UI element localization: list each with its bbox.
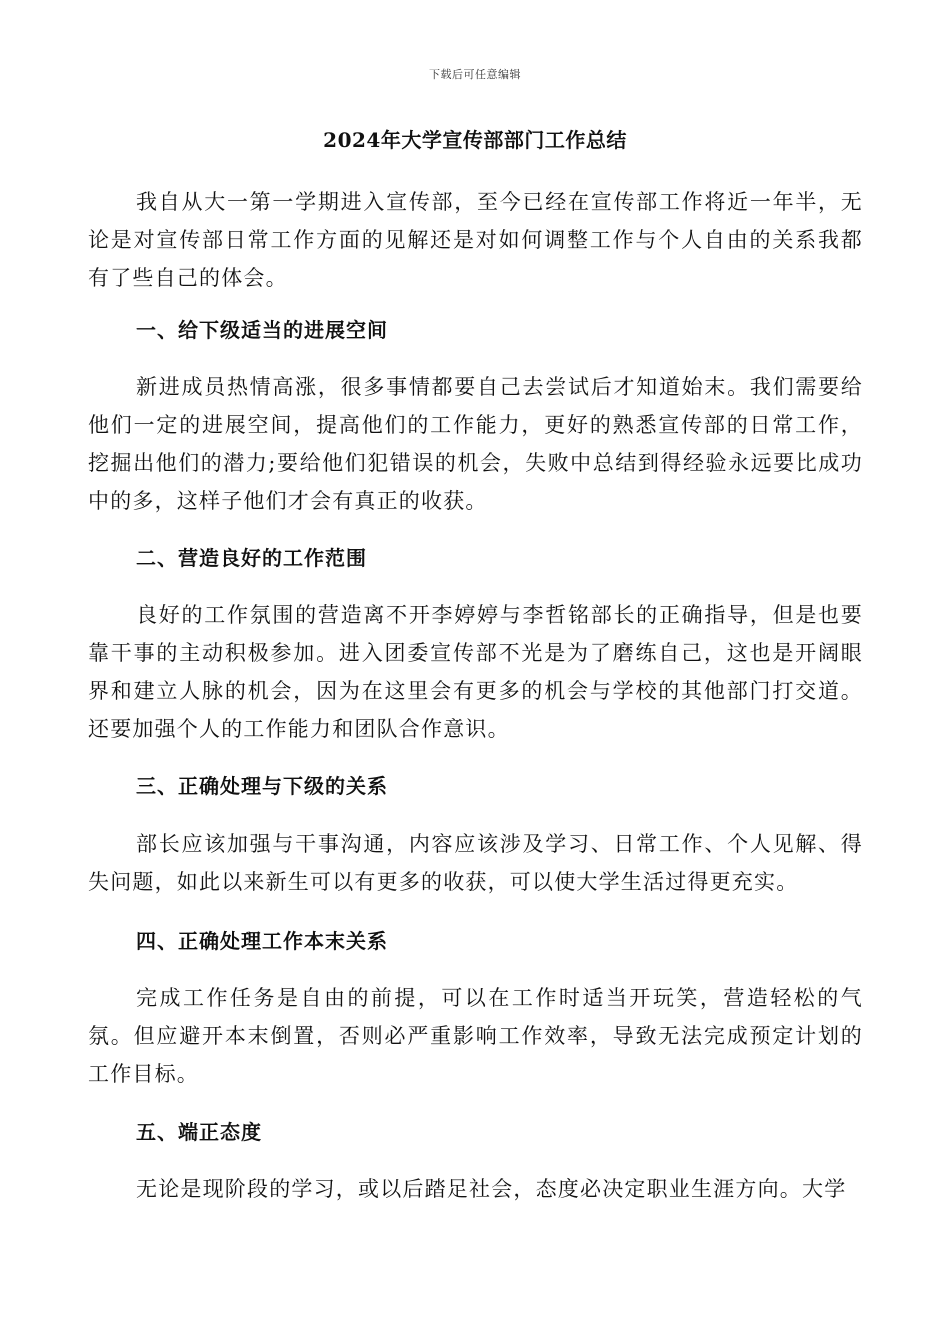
section-heading-5: 五、端正态度	[136, 1120, 262, 1144]
intro-paragraph: 我自从大一第一学期进入宣传部，至今已经在宣传部工作将近一年半，无论是对宣传部日常工作方面的见解还是对如何调整工作与个人自由的关系我都有了些自己的体会。	[88, 190, 863, 290]
section-heading-4: 四、正确处理工作本末关系	[136, 929, 388, 953]
document-title: 2024年大学宣传部部门工作总结	[323, 128, 627, 152]
section-paragraph-1: 新进成员热情高涨，很多事情都要自己去尝试后才知道始末。我们需要给他们一定的进展空间，提高他们的工作能力，更好的熟悉宣传部的日常工作，挖掘出他们的潜力;要给他们犯错误的机会，失败中总结到得经验永远要比成功中的多，这样子他们才会有真正的收获。	[88, 375, 863, 513]
section-paragraph-4: 完成工作任务是自由的前提，可以在工作时适当开玩笑，营造轻松的气氛。但应避开本末倒置，否则必严重影响工作效率，导致无法完成预定计划的工作目标。	[88, 986, 863, 1086]
section-heading-1: 一、给下级适当的进展空间	[136, 318, 388, 342]
section-heading-2: 二、营造良好的工作范围	[136, 546, 367, 570]
section-paragraph-3: 部长应该加强与干事沟通，内容应该涉及学习、日常工作、个人见解、得失问题，如此以来新生可以有更多的收获，可以使大学生活过得更充实。	[88, 832, 863, 894]
header-note: 下载后可任意编辑	[429, 68, 521, 81]
section-paragraph-2: 良好的工作氛围的营造离不开李婷婷与李哲铭部长的正确指导，但是也要靠干事的主动积极参加。进入团委宣传部不光是为了磨练自己，这也是开阔眼界和建立人脉的机会，因为在这里会有更多的机会与学校的其他部门打交道。还要加强个人的工作能力和团队合作意识。	[88, 603, 863, 741]
section-heading-3: 三、正确处理与下级的关系	[136, 774, 388, 798]
section-paragraph-5: 无论是现阶段的学习，或以后踏足社会，态度必决定职业生涯方向。大学	[136, 1177, 847, 1201]
